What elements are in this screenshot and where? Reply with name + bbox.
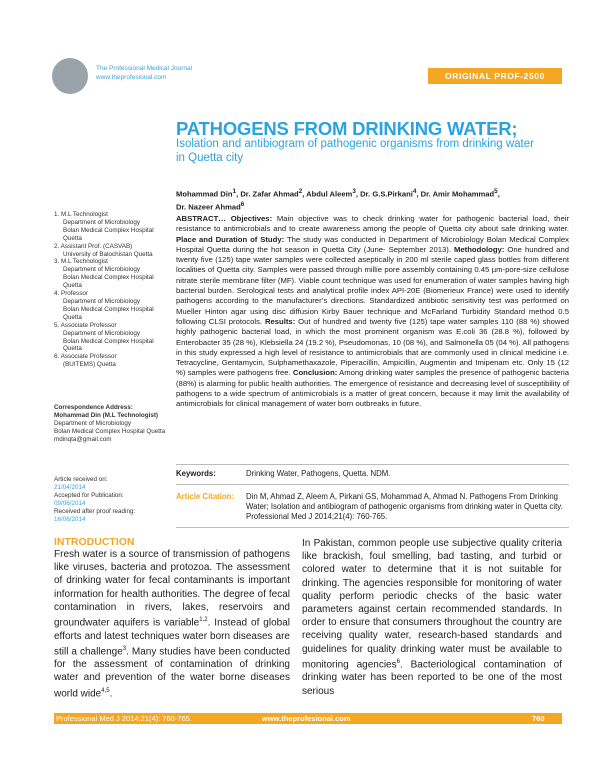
divider: [176, 527, 569, 528]
body-column-left: Fresh water is a source of transmission of pathogens like viruses, bacteria and protozoa. The assessment of drinking water for fecal contaminants is important information for health authorities. The degree of fecal contamination in rivers, lakes, reservoirs and groundwater aquifers is variable$^{1,2}$. Instead of global efforts and latest techniques water born diseases are still a challenge$^3$. Many studies have been conducted for the assessment of contamination of drinking water and prevention of the water borne diseases world wide$^{4,5}$.: [54, 549, 291, 700]
body-column-right: In Pakistan, common people use subjective quality criteria like brackish, foul smelling, bad tasting, and turbid or colored water to determine that it is not suitable for drinking. The agencies responsible for monitoring of water quality perform periodic checks of the basic water parameters against certain recommended standards. In order to ensure that consumers throughout the country are receiving quality water, research-based standards and guidelines for quality drinking water must be available to monitoring agencies$^6$. Bacteriological contamination of drinking water has been reported to be one of the most serious: [302, 538, 563, 697]
article-title: PATHOGENS FROM DRINKING WATER;: [176, 118, 518, 139]
affiliation-5: 5. Associate Professor Department of Microbiology Bolan Medical Complex Hospital Quetta: [54, 321, 154, 353]
divider: [176, 464, 569, 465]
affiliation-6: 6. Associate Professor (BUITEMS) Quetta: [54, 353, 117, 369]
author: Dr. Nazeer Ahmad: [176, 202, 241, 212]
article-citation: Din M, Ahmad Z, Aleem A, Pirkani GS, Mohammad A, Ahmad N. Pathogens From Drinking Water; Isolation and antibiogram of pathogenic organisms from drinking water in Quetta city. Professional Med J 2014;21(4): 760-765.: [246, 492, 563, 522]
keywords-label: Keywords:: [176, 469, 216, 478]
page-number: 760: [532, 714, 545, 723]
journal-logo: [52, 58, 88, 94]
affiliation-4: 4. Professor Department of Microbiology Bolan Medical Complex Hospital Quetta: [54, 290, 154, 321]
footer-citation: Professional Med J 2014;21(4): 760-765.: [56, 714, 192, 723]
author: Abdul Aleem: [306, 189, 353, 199]
author-list: Mohammad Din$^1$, Dr. Zafar Ahmad$^2$, Abdul Aleem$^3$, Dr. G.S.Pirkani$^4$, Dr. Amir Mohammad$^5$, Dr. Nazeer Ahmad$^6$: [176, 188, 500, 212]
introduction-heading: INTRODUCTION: [54, 536, 135, 548]
author: Dr. Zafar Ahmad: [240, 189, 299, 199]
article-subtitle: Isolation and antibiogram of pathogenic organisms from drinking water in Quetta city: [176, 138, 534, 164]
keywords: Drinking Water, Pathogens, Quetta. NDM.: [246, 469, 391, 478]
affiliations: [54, 211, 172, 369]
affiliation-2: 2. Assistant Prof. (CASVAB) University of Balochistan Quetta: [54, 242, 153, 258]
footer-url[interactable]: www.theprofesional.com: [262, 714, 351, 723]
article-dates: Article received on: 21/04/2014 Accepted for Publication: 09/06/2014 Received after proof reading: 16/06/2014: [54, 476, 136, 523]
affiliation-3: 3. M.L Technologist Department of Microbiology Bolan Medical Complex Hospital Quetta: [54, 258, 154, 290]
journal-masthead: [96, 64, 192, 82]
citation-label: Article Citation:: [176, 492, 235, 501]
correspondence-address: Correspondence Address: Mohammad Din (M.L Technologist) Department of Microbiology Bolan Medical Complex Hospital Quetta mdinqta@gmail.com: [54, 404, 174, 444]
correspondence-email[interactable]: mdinqta@gmail.com: [54, 435, 112, 443]
author: Dr. Amir Mohammad: [420, 189, 495, 199]
author: Mohammad Din: [176, 189, 233, 199]
article-type-badge: ORIGINAL PROF-2500: [428, 68, 562, 84]
affiliation-1: 1. M.L Technologist Department of Microbiology Bolan Medical Complex Hospital Quetta: [54, 211, 154, 242]
journal-name: The Professional Medical Journal: [96, 65, 193, 72]
author: Dr. G.S.Pirkani: [360, 189, 413, 199]
journal-url[interactable]: www.theprofesional.com: [96, 74, 167, 81]
abstract: ABSTRACT… Objectives: Main objective was to check drinking water for pathogenic bacterial load, their resistance to antimicrobials and to create awareness among the people of Quetta city about safe drinking water. Place and Duration of Study: The study was conducted in Department of Microbiology Bolan Medical Complex Hospital Quetta during the hot season in Quetta City (June- September 2013). Methodology: One hundred and twenty five (125) tape water samples were collected aseptically in 200 ml sterile caped glass bottles from different localities of Quetta city. Samples were passed through millie pore assembly containing 0.45 µm-pore-size cellulose nitrate sterile membrane filter (MF). Viable count technique was used for enumeration of water samples having high bacterial burden. Serological tests and analytical profile index API-20E (Biomerieux France) were used to identify pathogens according to the manufacturer’s directions. Standardized antibiotic sensitivity test was performed on Mueller Hinton agar using disc diffusion Kirby Bauer technique and McFarland Turbidity Standard method 0.5 following CLSI protocols. Results: Out of hundred and twenty five (125) tape water samples 110 (88 %) showed highly pathogenic bacterial load, in which the most prominent organism was E.coli 36 (28.8 %), followed by Enterobacter 35 (28 %), Klebsiella 24 (19.2 %), Pseudomonas, 10 (08 %), and Salmonella 05 (04 %). All pathogens in this study expressed a high level of resistance to antimicrobials that are commonly used in clinical medicine i.e. Tetracycline, Gentamycin, Sulphamethaxazole, Piperacillin, Ampicillin, Augmentin and Imipenam etc. Only 15 (12 %) samples were pathogens free. Conclusion: Among drinking water samples the presence of pathogenic bacteria (88%) is alarming for public health authorities. The emergence of resistance and decreasing level of susceptibility of pathogens to a wide spectrum of antimicrobials is a matter of great concern, because it may limit the availability of antimicrobials for clinical management of water born outbreaks in future.: [176, 214, 570, 409]
divider: [176, 484, 569, 485]
